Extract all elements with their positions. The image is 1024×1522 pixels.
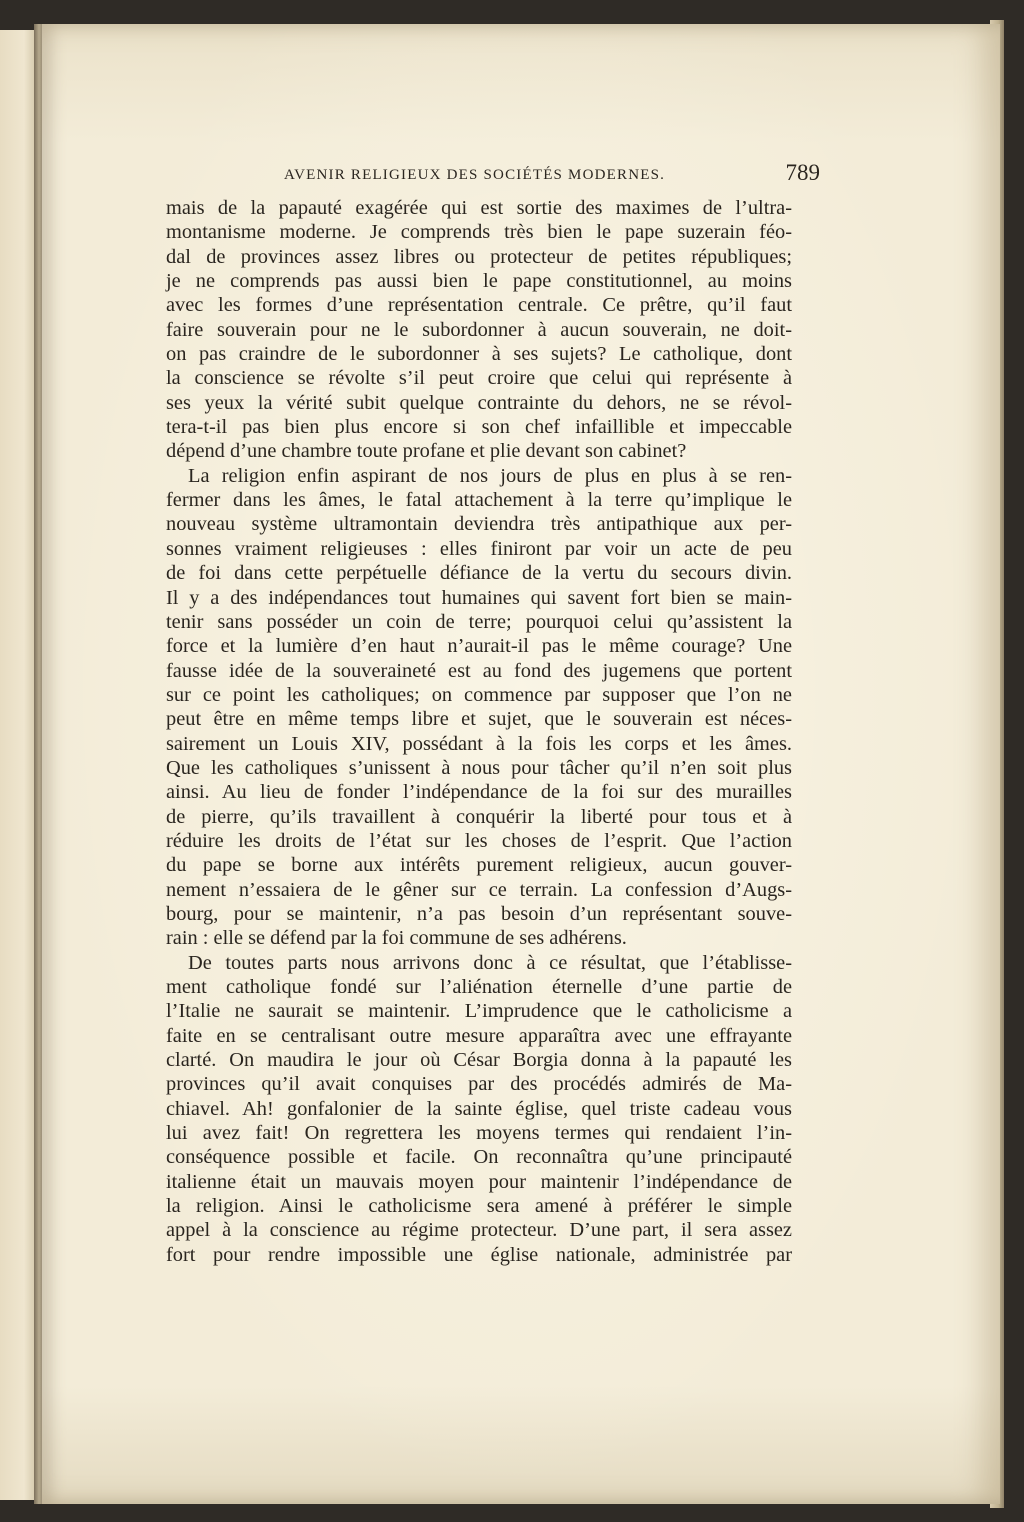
text-line: force et la lumière d’en haut n’aurait-il pas le même courage? Une [166, 635, 792, 658]
text-line: faite en se centralisant outre mesure apparaîtra avec une effrayante [166, 1024, 792, 1047]
text-line: la conscience se révolte s’il peut croire que celui qui représente à [166, 367, 792, 390]
text-line: chiavel. Ah! gonfalonier de la sainte église, quel triste cadeau vous [166, 1097, 792, 1120]
text-line: nement n’essaiera de le gêner sur ce terrain. La confession d’Augs- [166, 878, 792, 901]
text-line: du pape se borne aux intérêts purement religieux, aucun gouver- [166, 854, 792, 877]
text-line: ment catholique fondé sur l’aliénation éternelle d’une partie de [166, 976, 792, 998]
paragraph-3 [166, 951, 792, 1267]
text-line: ses yeux la vérité subit quelque contrainte du dehors, ne se révol- [166, 391, 792, 414]
text-line: de foi dans cette perpétuelle défiance de la vertu du secours divin. [166, 562, 792, 585]
text-line: italienne était un mauvais moyen pour maintenir l’indépendance de [166, 1170, 792, 1193]
text-line: bourg, pour se maintenir, n’a pas besoin d’un représentant souve- [166, 902, 792, 925]
text-line: ainsi. Au lieu de fonder l’indépendance de la foi sur des murailles [166, 781, 792, 804]
text-line: Il y a des indépendances tout humaines qui savent fort bien se main- [166, 586, 792, 609]
text-line: fausse idée de la souveraineté est au fond des jugemens que portent [166, 659, 792, 682]
page-header [284, 160, 820, 194]
text-line: sairement un Louis XIV, possédant à la fois les corps et les âmes. [166, 732, 792, 755]
text-line: dal de provinces assez libres ou protecteur de petites républiques; [166, 245, 792, 268]
paragraph-2 [166, 464, 792, 951]
text-line: l’Italie ne saurait se maintenir. L’imprudence que le catholicisme a [166, 1000, 792, 1023]
text-line: sur ce point les catholiques; on commence par supposer que l’on ne [166, 683, 792, 706]
text-line: on pas craindre de le subordonner à ses sujets? Le catholique, dont [166, 343, 792, 366]
text-line: clarté. On maudira le jour où César Borgia donna à la papauté les [166, 1049, 792, 1072]
text-line: la religion. Ainsi le catholicisme sera amené à préférer le simple [166, 1195, 792, 1218]
text-line: nouveau système ultramontain deviendra très antipathique aux per- [166, 513, 792, 536]
text-line: tera-t-il pas bien plus encore si son chef infaillible et impeccable [166, 416, 792, 439]
running-title: AVENIR RELIGIEUX DES SOCIÉTÉS MODERNES. [284, 167, 666, 183]
text-line: fort pour rendre impossible une église nationale, administrée par [166, 1243, 792, 1266]
text-line: dépend d’une chambre toute profane et plie devant son cabinet? [166, 440, 687, 463]
page-number: 789 [785, 160, 820, 185]
body-text [166, 196, 792, 1267]
text-line: montanisme moderne. Je comprends très bien le pape suzerain féo- [166, 221, 792, 244]
text-line: rain : elle se défend par la foi commune de ses adhérens. [166, 927, 627, 950]
text-line: mais de la papauté exagérée qui est sortie des maximes de l’ultra- [166, 197, 792, 219]
text-line: De toutes parts nous arrivons donc à ce résultat, que l’établisse- [188, 951, 792, 974]
text-line: fermer dans les âmes, le fatal attachement à la terre qu’implique le [166, 489, 792, 512]
text-line: lui avez fait! On regrettera les moyens termes qui rendaient l’in- [166, 1122, 792, 1145]
text-line: je ne comprends pas aussi bien le pape constitutionnel, au moins [166, 270, 792, 293]
text-line: de pierre, qu’ils travaillent à conquérir la liberté pour tous et à [166, 805, 792, 828]
text-line: La religion enfin aspirant de nos jours de plus en plus à se ren- [188, 464, 792, 487]
text-line: provinces qu’il avait conquises par des procédés admirés de Ma- [166, 1073, 792, 1096]
text-line: sonnes vraiment religieuses : elles finiront par voir un acte de peu [166, 537, 792, 560]
text-line: tenir sans posséder un coin de terre; pourquoi celui qu’assistent la [166, 610, 792, 633]
text-line: réduire les droits de l’état sur les choses de l’esprit. Que l’action [166, 829, 792, 852]
text-line: Que les catholiques s’unissent à nous pour tâcher qu’il n’en soit plus [166, 756, 792, 779]
text-line: peut être en même temps libre et sujet, que le souverain est néces- [166, 708, 792, 731]
text-line: appel à la conscience au régime protecteur. D’une part, il sera assez [166, 1219, 792, 1242]
paragraph-1 [166, 196, 792, 464]
text-line: avec les formes d’une représentation centrale. Ce prêtre, qu’il faut [166, 294, 792, 317]
text-line: faire souverain pour ne le subordonner à aucun souverain, ne doit- [166, 318, 792, 341]
text-line: conséquence possible et facile. On reconnaîtra qu’une principauté [166, 1146, 792, 1169]
